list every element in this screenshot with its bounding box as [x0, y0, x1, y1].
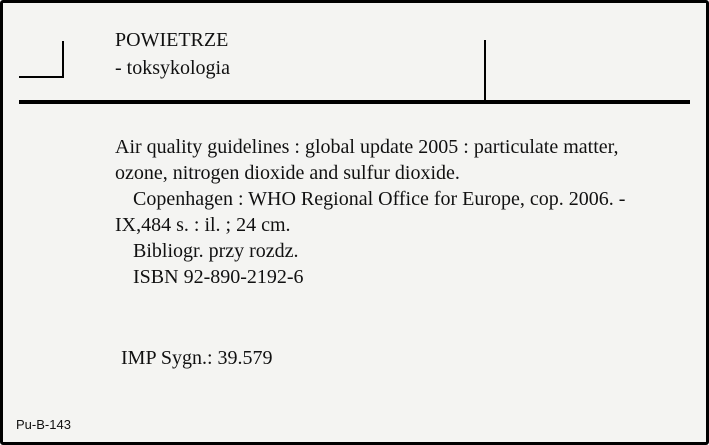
title-statement: Air quality guidelines : global update 2005 : particulate matter, ozone, nitrogen dioxide and sulfur dioxide.: [115, 136, 619, 184]
imprint-statement: Copenhagen : WHO Regional Office for Europe, cop. 2006. - IX,484 s. : il. ; 24 cm.: [115, 188, 626, 236]
card-identifier: Pu-B-143: [16, 417, 71, 432]
isbn-line: ISBN 92-890-2192-6: [133, 266, 304, 288]
bibliography-note: Bibliogr. przy rozdz.: [133, 240, 299, 262]
subject-heading: [115, 26, 230, 82]
horizontal-divider: [19, 100, 690, 104]
corner-bracket-mark: [19, 41, 64, 78]
subject-subdivision: - toksykologia: [115, 57, 230, 79]
bibliographic-entry: [115, 134, 655, 290]
vertical-divider: [484, 40, 486, 101]
call-number: IMP Sygn.: 39.579: [121, 347, 273, 369]
subject-term: POWIETRZE: [115, 29, 229, 51]
